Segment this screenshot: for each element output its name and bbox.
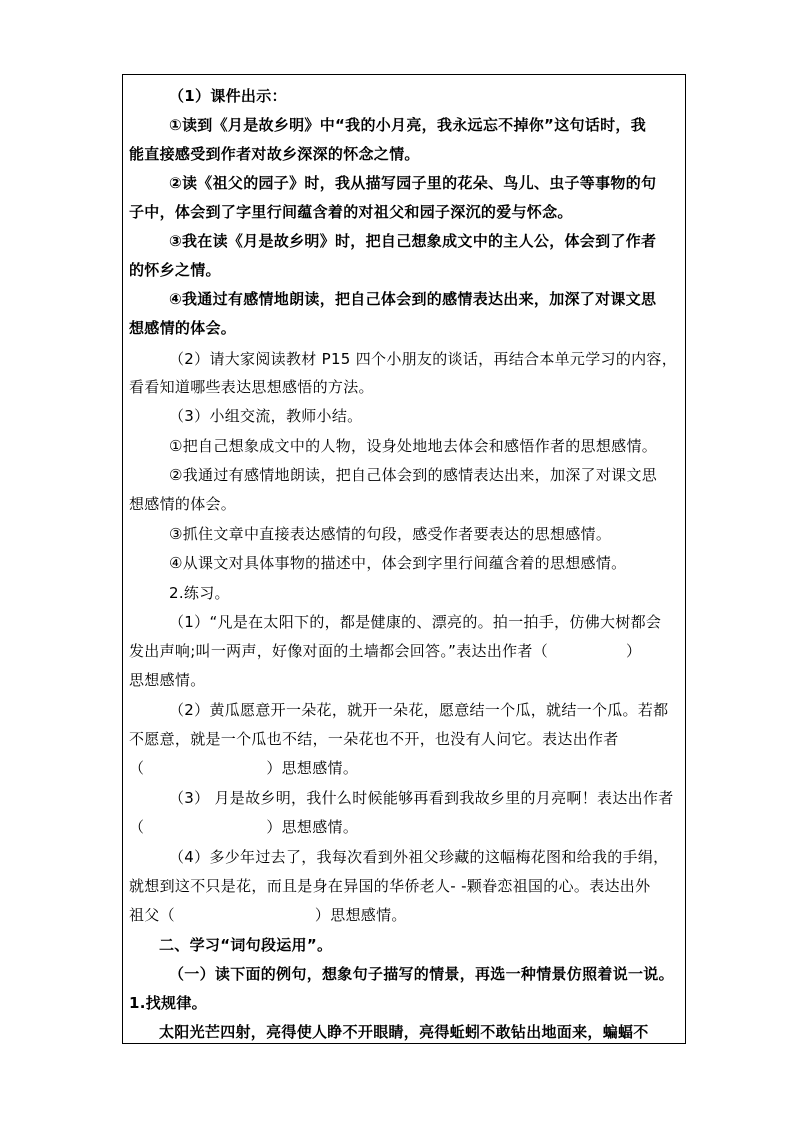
example-sentence: 太阳光芒四射，亮得使人睁不开眼睛，亮得蚯蚓不敢钻出地面来，蝙蝠不 — [159, 1023, 649, 1041]
summary-item-4: ④从课文对具体事物的描述中，体会到字里行间蕴含着的思想感情。 — [169, 554, 627, 572]
exercise-4-blank — [129, 902, 681, 928]
exercise-2: （2）黄瓜愿意开一朵花，就开一朵花，愿意结一个瓜，就结一个瓜。若都 — [169, 701, 669, 719]
courseware-item-4: ④我通过有感情地朗读，把自己体会到的感情表达出来，加深了对课文思 — [169, 290, 657, 308]
summary-item-3: ③抓住文章中直接表达感情的句段，感受作者要表达的思想感情。 — [169, 525, 612, 543]
practice-heading: 2.练习。 — [169, 584, 230, 602]
exercise-4-end: ）思想感情。 — [314, 906, 407, 924]
courseware-item-2: ②读《祖父的园子》时，我从描写园子里的花朵、鸟儿、虫子等事物的句 — [169, 174, 657, 192]
exercise-4: （4）多少年过去了，我每次看到外祖父珍藏的这幅梅花图和给我的手绢， — [169, 848, 669, 866]
exercise-3-blank — [129, 814, 681, 840]
summary-item-2: ②我通过有感情地朗读，把自己体会到的感情表达出来，加深了对课文思 — [169, 466, 658, 484]
step-3-text: （3）小组交流，教师小结。 — [169, 407, 363, 425]
exercise-1-blank-close: ） — [626, 642, 642, 660]
find-pattern-heading: 1.找规律。 — [129, 994, 207, 1012]
exercise-4-cont: 就想到这不只是花，而且是身在异国的华侨老人- -颗眷恋祖国的心。表达出外 — [129, 877, 651, 895]
courseware-item-1-cont: 能直接感受到作者对故乡深深的怀念之情。 — [129, 145, 420, 163]
courseware-item-1: ①读到《月是故乡明》中“我的小月亮，我永远忘不掉你”这句话时，我 — [169, 116, 647, 134]
exercise-1-end: 思想感情。 — [129, 671, 206, 689]
exercise-2-cont: 不愿意，就是一个瓜也不结，一朵花也不开，也没有人问它。表达出作者 — [129, 730, 619, 748]
exercise-2-end: ）思想感情。 — [266, 759, 359, 777]
summary-item-1: ①把自己想象成文中的人物，设身处地地去体会和感悟作者的思想感情。 — [169, 437, 658, 455]
exercise-3-blank-open: （ — [129, 818, 145, 836]
step-2-text-cont: 看看知道哪些表达思想感悟的方法。 — [129, 378, 374, 396]
courseware-item-3: ③我在读《月是故乡明》时，把自己想象成文中的主人公，体会到了作者 — [169, 232, 657, 250]
exercise-4-blank-open: 祖父（ — [129, 906, 175, 924]
summary-item-2-cont: 想感情的体会。 — [129, 495, 237, 513]
exercise-1: （1）“凡是在太阳下的，都是健康的、漂亮的。拍一拍手，仿佛大树都会 — [169, 613, 662, 631]
section-two-heading: 二、学习“词句段运用”。 — [159, 936, 333, 954]
exercise-3: （3） 月是故乡明，我什么时候能够再看到我故乡里的月亮啊！表达出作者 — [169, 789, 674, 807]
courseware-item-2-cont: 子中，体会到了字里行间蕴含着的对祖父和园子深沉的爱与怀念。 — [129, 203, 573, 221]
exercise-2-blank-open: （ — [129, 759, 145, 777]
exercise-1-text: 发出声响;叫一两声，好像对面的土墙都会回答。”表达出作者（ — [129, 642, 549, 660]
exercise-1-cont — [129, 638, 681, 664]
step-2-text: （2）请大家阅读教材 P15 四个小朋友的谈话，再结合本单元学习的内容， — [169, 350, 678, 368]
courseware-item-4-cont: 想感情的体会。 — [129, 319, 237, 337]
exercise-2-blank — [129, 755, 681, 781]
courseware-heading: （1）课件出示： — [169, 87, 287, 105]
subsection-one-heading: （一）读下面的例句，想象句子描写的情景，再选一种情景仿照着说一说。 — [169, 965, 674, 983]
courseware-item-3-cont: 的怀乡之情。 — [129, 261, 221, 279]
exercise-3-end: ）思想感情。 — [266, 818, 359, 836]
